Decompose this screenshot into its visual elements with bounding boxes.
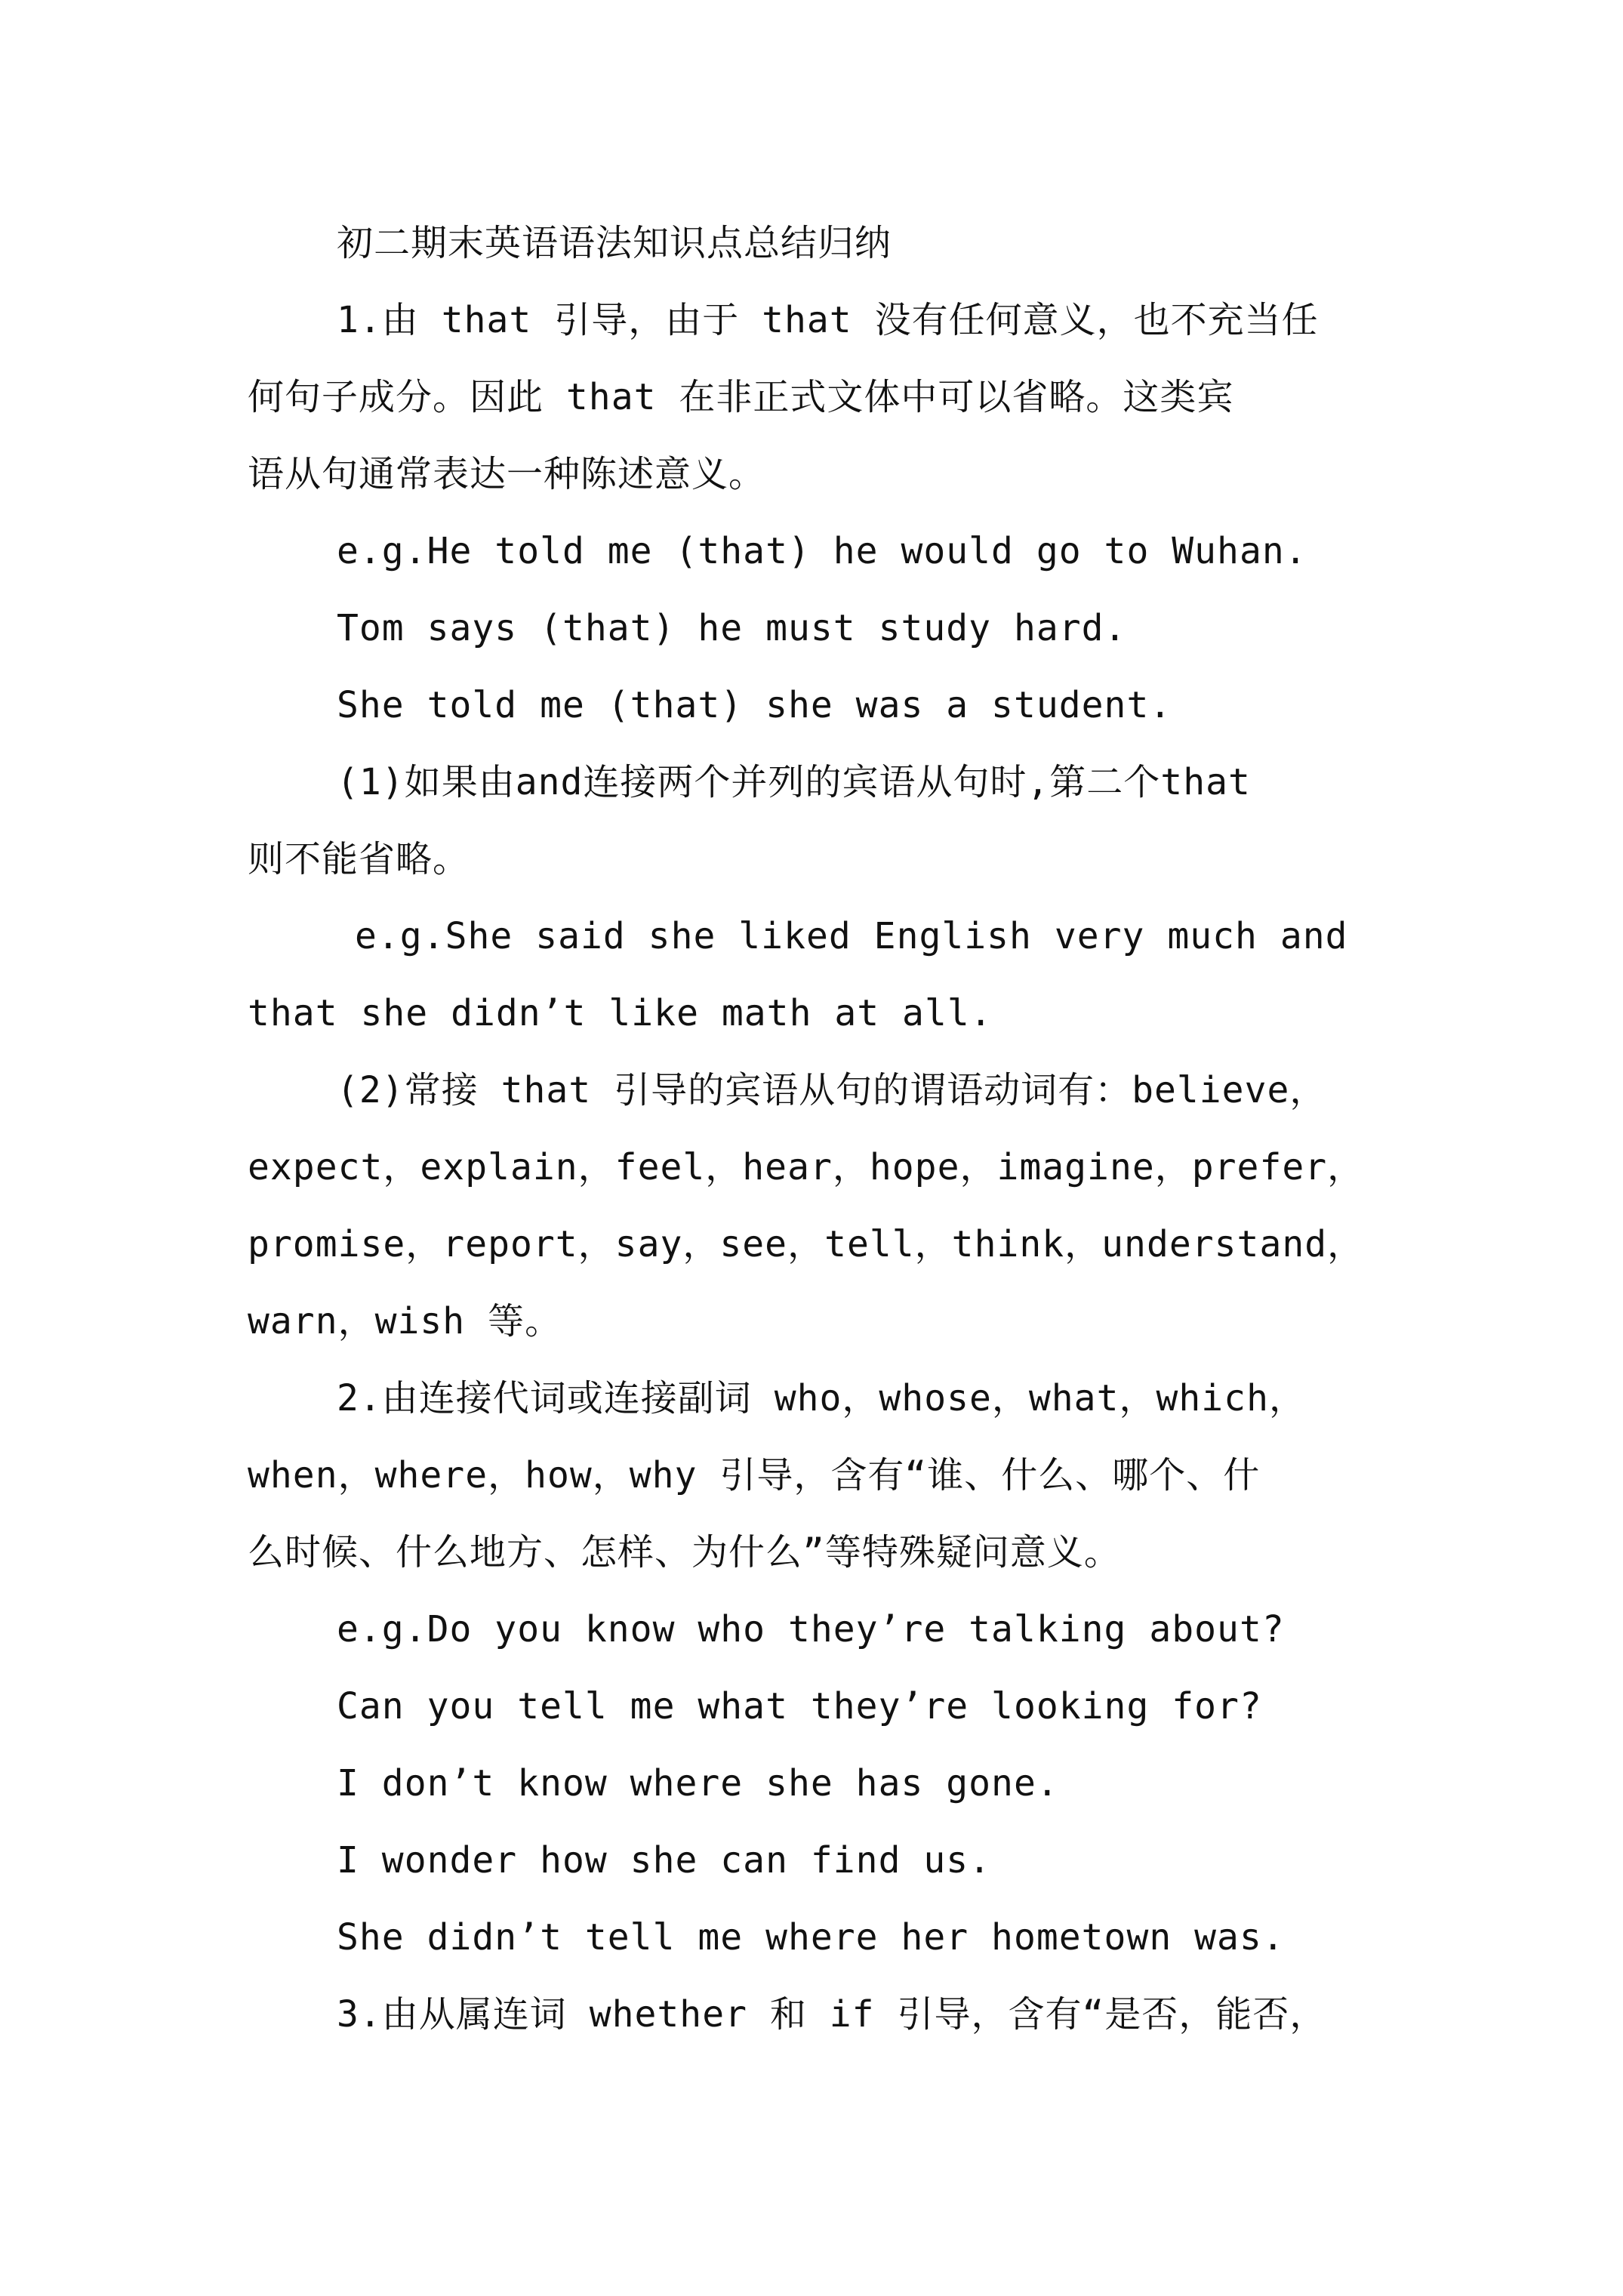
text-line: 语从句通常表达一种陈述意义。 [248,453,766,495]
example-line: e.g.Do you know who they’re talking about? [337,1608,1285,1650]
text-line: promise，report，say，see，tell，think，understand， [248,1223,1365,1265]
text-line: 则不能省略。 [248,838,470,880]
text-line: (1)如果由and连接两个并列的宾语从句时,第二个that [337,761,1251,803]
example-line: Can you tell me what they’re looking for? [337,1685,1262,1727]
text-line: 1.由 that 引导，由于 that 没有任何意义，也不充当任 [337,299,1319,341]
document-title: 初二期末英语语法知识点总结归纳 [337,222,892,264]
text-line: 3.由从属连词 whether 和 if 引导，含有“是否，能否， [337,1993,1327,2036]
example-line: I don’t know where she has gone. [337,1762,1059,1804]
example-line: Tom says (that) he must study hard. [337,607,1127,649]
text-line: 么时候、什么地方、怎样、为什么”等特殊疑问意义。 [248,1531,1121,1573]
example-line: e.g.He told me (that) he would go to Wuhan. [337,530,1307,572]
example-line: She didn’t tell me where her hometown was. [337,1916,1285,1959]
text-line: (2)常接 that 引导的宾语从句的谓语动词有：believe， [337,1069,1327,1111]
example-line: I wonder how she can find us. [337,1839,992,1881]
example-line: e.g.She said she liked English very much and [355,915,1348,957]
text-line: when，where，how，why 引导，含有“谁、什么、哪个、什 [248,1454,1261,1496]
example-line: She told me (that) she was a student. [337,684,1172,726]
text-line: 何句子成分。因此 that 在非正式文体中可以省略。这类宾 [248,376,1234,418]
text-line: warn，wish 等。 [248,1300,562,1342]
text-line: expect，explain，feel，hear，hope，imagine，prefer， [248,1146,1365,1188]
text-line: 2.由连接代词或连接副词 who，whose，what，which， [337,1377,1306,1419]
example-line: that she didn’t like math at all. [248,992,993,1034]
